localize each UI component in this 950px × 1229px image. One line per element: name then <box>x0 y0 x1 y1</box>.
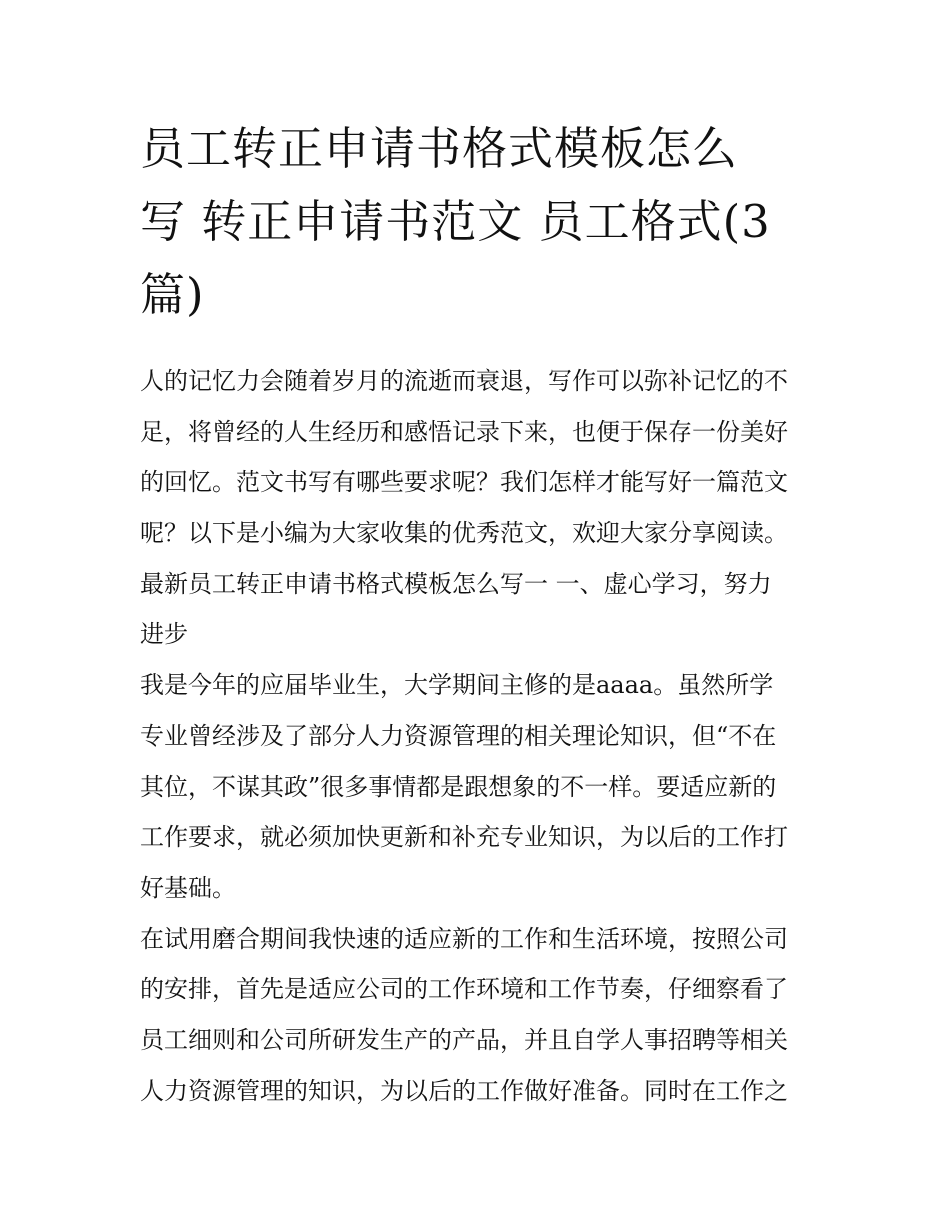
body-line: 专业曾经涉及了部分人力资源管理的相关理论知识，但“不在 <box>140 721 777 750</box>
document-title <box>140 112 830 331</box>
body-line: 人力资源管理的知识，为以后的工作做好准备。同时在工作之 <box>140 1076 788 1105</box>
body-line: 足，将曾经的人生经历和感悟记录下来，也便于保存一份美好 <box>140 417 788 446</box>
body-line: 员工细则和公司所研发生产的产品，并且自学人事招聘等相关 <box>140 1025 788 1054</box>
body-line: 的回忆。范文书写有哪些要求呢？我们怎样才能写好一篇范文 <box>140 468 788 497</box>
body-line: 进步 <box>140 620 188 649</box>
title-line-2: 写 转正申请书范文 员工格式(3 <box>140 195 771 248</box>
document-body <box>140 356 840 1116</box>
body-line: 好基础。 <box>140 873 236 902</box>
body-line: 我是今年的应届毕业生，大学期间主修的是aaaa。虽然所学 <box>140 671 774 700</box>
body-line: 在试用磨合期间我快速的适应新的工作和生活环境，按照公司 <box>140 924 788 953</box>
body-line: 工作要求，就必须加快更新和补充专业知识，为以后的工作打 <box>140 823 788 852</box>
body-line: 的安排，首先是适应公司的工作环境和工作节奏，仔细察看了 <box>140 975 788 1004</box>
title-line-3: 篇) <box>140 268 205 321</box>
title-line-1: 员工转正申请书格式模板怎么 <box>140 122 739 175</box>
body-line: 其位，不谋其政”很多事情都是跟想象的不一样。要适应新的 <box>140 772 777 801</box>
body-line: 呢？以下是小编为大家收集的优秀范文，欢迎大家分享阅读。 <box>140 519 788 548</box>
body-line: 人的记忆力会随着岁月的流逝而衰退，写作可以弥补记忆的不 <box>140 367 788 395</box>
body-line: 最新员工转正申请书格式模板怎么写一 一、虚心学习，努力 <box>140 569 772 598</box>
